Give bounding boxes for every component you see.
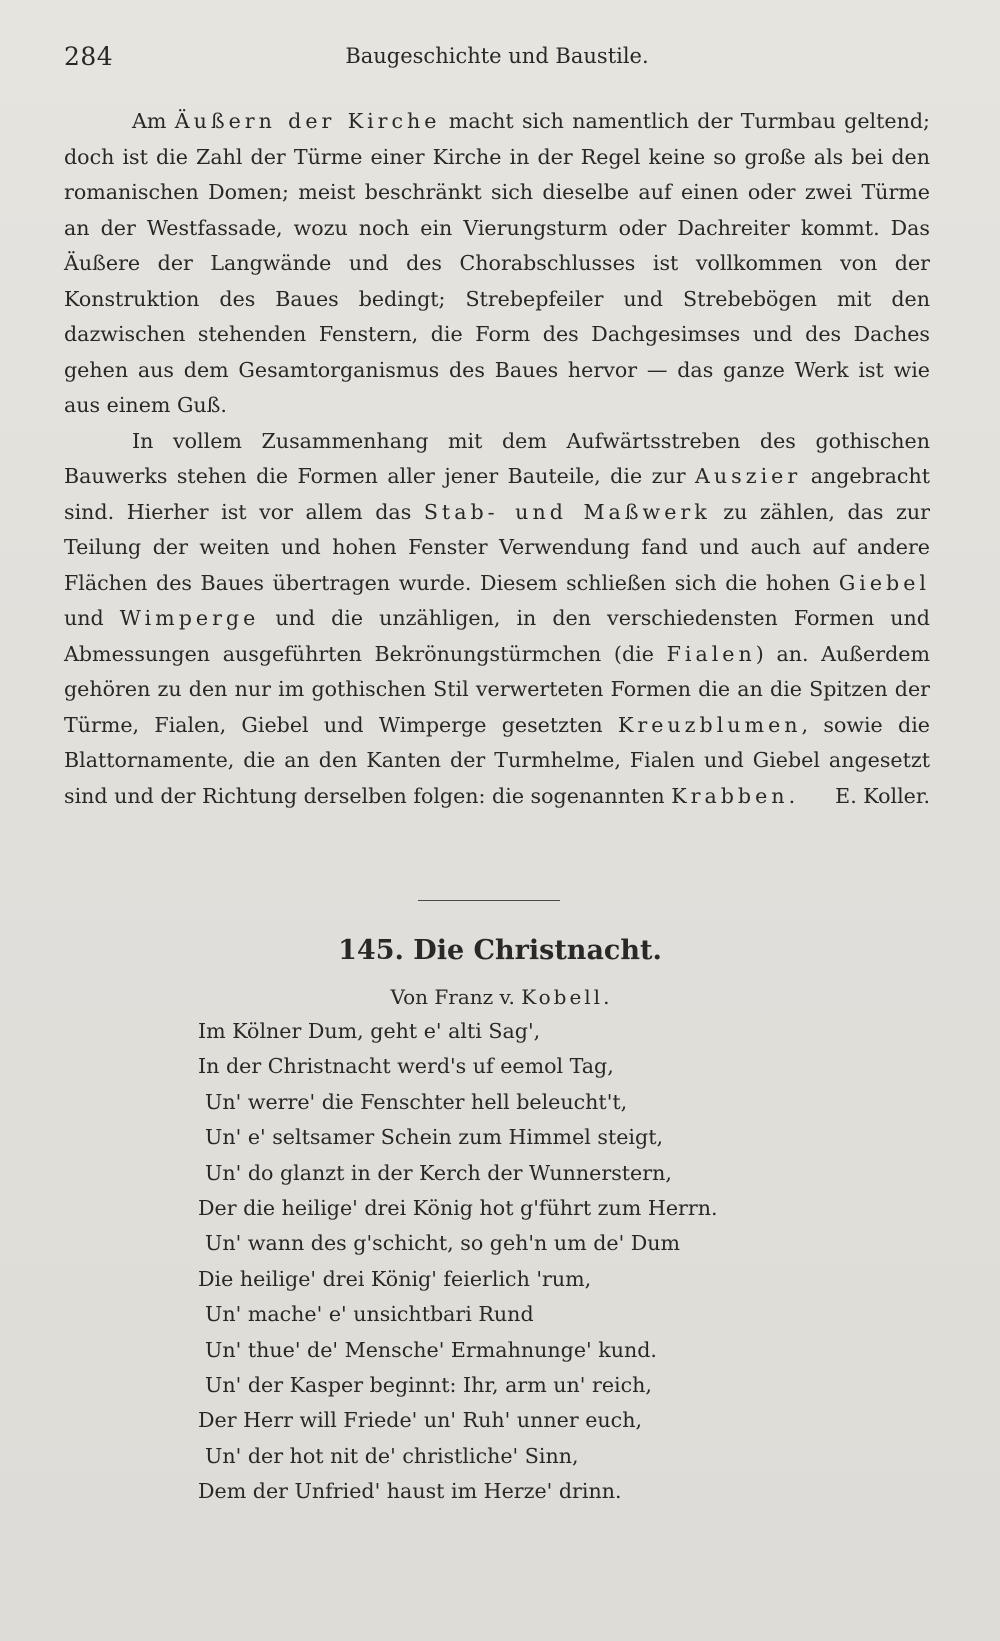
- text-run: angebracht sind. Hierher ist vor allem das: [64, 464, 930, 524]
- poem-line: Un' e' seltsamer Schein zum Himmel steigt,: [205, 1125, 664, 1150]
- emphasized-term: Fialen: [666, 641, 756, 666]
- running-title: Baugeschichte und Baustile.: [345, 44, 649, 68]
- poem-line: Un' wann des g'schicht, so geh'n um de' Dum: [205, 1231, 681, 1256]
- poem-line: Im Kölner Dum, geht e' alti Sag',: [198, 1019, 541, 1043]
- emphasized-term: Auszier: [695, 464, 802, 488]
- text-run: und die unzähligen, in den verschiedensten Formen und Abmessungen ausgeführten Bekrönungstürmchen (die: [64, 606, 930, 666]
- emphasized-term: Giebel: [838, 570, 930, 595]
- section-divider: [418, 900, 560, 901]
- author-prefix: Von Franz v.: [390, 985, 522, 1009]
- page-header: [64, 42, 930, 72]
- text-run: Am: [132, 109, 175, 133]
- poem-line: Un' thue' de' Mensche' Ermahnunge' kund.: [205, 1337, 657, 1362]
- poem-line: Un' mache' e' unsichtbari Rund: [205, 1302, 534, 1327]
- poem-line: Dem der Unfried' haust im Herze' drinn.: [198, 1479, 622, 1504]
- poem-line: Der die heilige' drei König hot g'führt zum Herrn.: [198, 1196, 718, 1221]
- text-run: macht sich namentlich der Turmbau geltend; doch ist die Zahl der Türme einer Kirche in der Regel keine so große als bei den romanischen Domen; meist beschränkt sich dieselbe auf einen oder zwei Türme an der Westfassade, wozu noch ein Vierungsturm oder Dachreiter kommt. Das Äußere der Langwände und des Chorabschlusses ist vollkommen von der Konstruktion des Baues bedingt; Strebepfeiler und Strebebögen mit den dazwischen stehenden Fenstern, die Form des Dachgesimses und des Daches gehen aus dem Gesamtorganismus des Baues hervor — das ganze Werk ist wie aus einem Guß.: [64, 109, 930, 417]
- poem-line: In der Christnacht werd's uf eemol Tag,: [198, 1054, 614, 1079]
- poem-line: Der Herr will Friede' un' Ruh' unner euch,: [198, 1408, 643, 1433]
- body-text: [64, 104, 930, 814]
- paragraph-ornament: [64, 424, 930, 815]
- emphasized-term: Krabben: [671, 783, 789, 808]
- poem-title: 145. Die Christnacht.: [338, 935, 662, 966]
- poem-line: Un' werre' die Fenschter hell beleucht't,: [205, 1089, 628, 1114]
- poem-line: Un' do glanzt in der Kerch der Wunnerstern,: [205, 1160, 672, 1185]
- poem-line: Un' der Kasper beginnt: Ihr, arm un' reich,: [205, 1373, 652, 1398]
- author-signature: E. Koller.: [835, 783, 930, 808]
- emphasized-term: Wimperge: [119, 606, 260, 630]
- text-run: ) an. Außerdem gehören zu den nur im gothischen Stil verwerteten Formen die an die Spitzen der Türme, Fialen, Giebel und Wimperge gesetzten: [64, 641, 930, 737]
- emphasized-term: Äußern der Kirche: [174, 109, 441, 133]
- author-suffix: .: [603, 985, 610, 1009]
- text-run: und: [64, 606, 120, 630]
- poem-line: Die heilige' drei König' feierlich 'rum,: [198, 1266, 592, 1291]
- poem-body: [198, 1014, 758, 1510]
- text-run: In vollem Zusammenhang mit dem Aufwärtsstreben des gothischen Bauwerks stehen die Formen aller jener Bauteile, die zur: [64, 428, 930, 488]
- page-number: 284: [64, 42, 114, 71]
- text-run: zu zählen, das zur Teilung der weiten und hohen Fenster Verwendung fand und auch auf andere Flächen des Baues übertragen wurde. Diesem schließen sich die hohen: [64, 499, 930, 595]
- author-name: Kobell: [521, 985, 604, 1009]
- emphasized-term: Kreuzblumen: [617, 712, 802, 737]
- poem-author: [0, 985, 1000, 1009]
- text-run: .: [788, 783, 796, 808]
- emphasized-term: Stab- und Maßwerk: [423, 499, 711, 524]
- text-run: , sowie die Blattornamente, die an den Kanten der Turmhelme, Fialen und Giebel angesetzt sind und der Richtung derselben folgen: die sogenannten: [64, 712, 930, 808]
- poem-line: Un' der hot nit de' christliche' Sinn,: [205, 1443, 579, 1468]
- paragraph-exterior-towers: [64, 104, 930, 424]
